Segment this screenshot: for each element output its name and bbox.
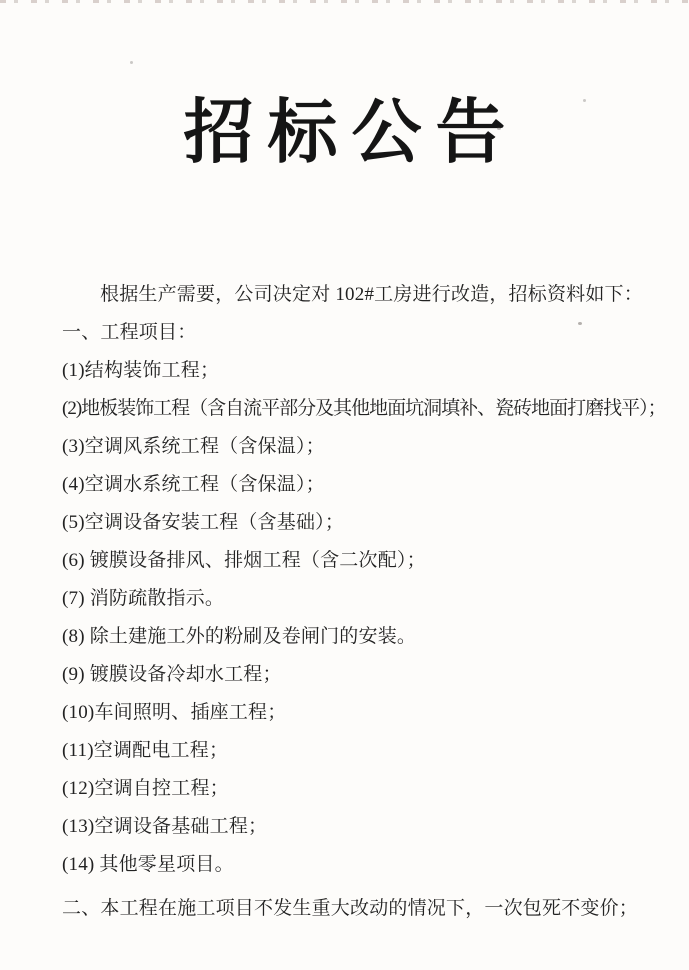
- project-item-14: (14) 其他零星项目。: [62, 854, 234, 875]
- project-item-7: (7) 消防疏散指示。: [62, 588, 225, 609]
- project-item-6: (6) 镀膜设备排风、排烟工程（含二次配）；: [62, 550, 426, 571]
- intro-paragraph: 根据生产需要，公司决定对 102#工房进行改造，招标资料如下：: [100, 284, 643, 305]
- scan-noise-top-edge: [0, 0, 689, 3]
- project-item-11: (11)空调配电工程；: [62, 740, 229, 761]
- scan-speck: [497, 127, 501, 130]
- project-item-4: (4)空调水系统工程（含保温）；: [62, 474, 325, 495]
- section-two-clause: 二、本工程在施工项目不发生重大改动的情况下，一次包死不变价；: [62, 898, 639, 919]
- project-item-10: (10)车间照明、插座工程；: [62, 702, 287, 723]
- project-item-1: (1)结构装饰工程；: [62, 360, 220, 381]
- project-item-13: (13)空调设备基础工程；: [62, 816, 268, 837]
- document-title: 招标公告: [183, 95, 520, 172]
- project-item-3: (3)空调风系统工程（含保温）；: [62, 436, 325, 457]
- project-item-12: (12)空调自控工程；: [62, 778, 229, 799]
- project-item-2: (2)地板装饰工程（含自流平部分及其他地面坑洞填补、瓷砖地面打磨找平）；: [62, 398, 666, 419]
- scan-speck: [578, 322, 582, 325]
- project-item-8: (8) 除土建施工外的粉刷及卷闸门的安装。: [62, 626, 417, 647]
- project-item-5: (5)空调设备安装工程（含基础）；: [62, 512, 345, 533]
- section-one-heading: 一、工程项目：: [62, 322, 197, 343]
- scan-speck: [130, 61, 133, 64]
- project-item-9: (9) 镀膜设备冷却水工程；: [62, 664, 282, 685]
- scan-speck: [583, 99, 586, 102]
- document-body: [62, 276, 669, 928]
